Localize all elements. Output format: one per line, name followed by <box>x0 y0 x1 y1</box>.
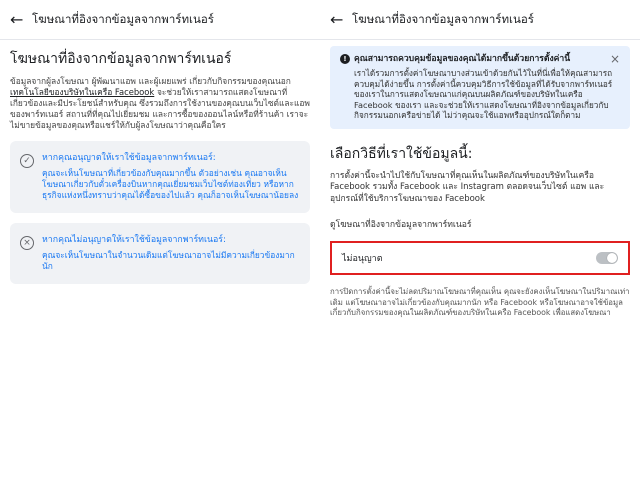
partner-data-toggle[interactable] <box>596 252 618 264</box>
allow-card-text: คุณจะเห็นโฆษณาที่เกี่ยวข้องกับคุณมากขึ้น ตัวอย่างเช่น คุณอาจเห็นโฆษณาเกี่ยวกับตั๋วเครื่องบินหากคุณเยี่ยมชมเว็บไซต์ท่องเที่ยว หรือหากธุรกิจแห่งหนึ่งทราบว่าคุณได้ซื้อของไปแล้ว คุณก็อาจเห็นโฆษณาน้อยลง <box>42 168 299 200</box>
toggle-knob <box>607 253 617 263</box>
partner-data-toggle-row[interactable] <box>330 241 630 275</box>
info-icon: ! <box>340 54 350 64</box>
back-arrow-icon[interactable]: ← <box>330 10 344 29</box>
x-circle-icon: × <box>20 236 34 250</box>
info-notice <box>330 46 630 129</box>
choice-heading: เลือกวิธีที่เราใช้ข้อมูลนี้: <box>330 145 473 162</box>
choice-section <box>320 129 640 232</box>
left-content <box>0 40 320 302</box>
notice-text: เราได้รวมการตั้งค่าโฆษณาบางส่วนเข้าด้วยกันไว้ในที่นี่เพื่อให้คุณสามารถควบคุมได้ง่ายขึ้น การตั้งค่านี้ควบคุมวิธีการใช้ข้อมูลที่ได้รับจากพาร์ทเนอร์ของเราในการแสดงโฆษณาแก่คุณบนผลิตภัณฑ์ของบริษัทในเครือ Facebook ของเรา และจะช่วยให้เราแสดงโฆษณาที่อิงจากข้อมูลเกี่ยวกับกิจกรรมนอกเครือข่ายได้ ไม่ว่าคุณจะใช้แอพหรืออุปกรณ์ใดก็ตาม <box>354 68 613 120</box>
choice-description: การตั้งค่านี้จะนำไปใช้กับโฆษณาที่คุณเห็นในผลิตภัณฑ์ของบริษัทในเครือ Facebook รวมทั้ง Facebook และ Instagram ตลอดจนเว็บไซต์ แอพ และอุปกรณ์ที่ใช้บริการโฆษณาของ Facebook <box>330 170 605 204</box>
back-arrow-icon[interactable]: ← <box>10 10 24 29</box>
intro-text-1: ข้อมูลจากผู้ลงโฆษณา ผู้พัฒนาแอพ และผู้เผยแพร่ เกี่ยวกับกิจกรรมของคุณนอก <box>10 76 291 86</box>
left-header-title: โฆษณาที่อิงจากข้อมูลจากพาร์ทเนอร์ <box>32 11 214 26</box>
left-header <box>0 0 320 40</box>
allow-info-card <box>10 141 310 213</box>
right-header-title: โฆษณาที่อิงจากข้อมูลจากพาร์ทเนอร์ <box>352 11 534 26</box>
right-panel <box>320 0 640 492</box>
page-title: โฆษณาที่อิงจากข้อมูลจากพาร์ทเนอร์ <box>10 51 232 67</box>
right-header <box>320 0 640 40</box>
intro-paragraph <box>10 76 310 131</box>
toggle-label: ไม่อนุญาต <box>342 254 383 264</box>
deny-card-heading: หากคุณไม่อนุญาตให้เราใช้ข้อมูลจากพาร์ทเนอร์: <box>42 235 226 245</box>
setting-subheading: ดูโฆษณาที่อิงจากข้อมูลจากพาร์ทเนอร์ <box>330 220 472 230</box>
footnote-text: การปิดการตั้งค่านี้จะไม่ลดปริมาณโฆษณาที่คุณเห็น คุณจะยังคงเห็นโฆษณาในปริมาณเท่าเดิม แต่โฆษณาอาจไม่เกี่ยวข้องกับคุณมากนัก หรือ Facebook หรือโฆษณาอาจใช้ข้อมูลเกี่ยวกับกิจกรรมของคุณในผลิตภัณฑ์ของบริษัทในเครือ Facebook เพื่อแสดงโฆษณา <box>330 287 630 317</box>
close-icon[interactable]: × <box>609 52 620 66</box>
allow-card-heading: หากคุณอนุญาตให้เราใช้ข้อมูลจากพาร์ทเนอร์: <box>42 153 216 163</box>
deny-info-card <box>10 223 310 284</box>
notice-title: คุณสามารถควบคุมข้อมูลของคุณได้มากขึ้นด้วยการตั้งค่านี้ <box>354 54 571 64</box>
check-icon: ✓ <box>20 154 34 168</box>
deny-card-text: คุณจะเห็นโฆษณาในจำนวนเดิมแต่โฆษณาอาจไม่มีความเกี่ยวข้องมากนัก <box>42 250 295 271</box>
intro-text-2: จะช่วยให้เราสามารถแสดงโฆษณาที่เกี่ยวข้องและมีประโยชน์สำหรับคุณ ซึ่งรวมถึงการใช้งานของคุณบนเว็บไซต์และแอพของพาร์ทเนอร์ สถานที่ที่คุณไปเยี่ยมชม และการซื้อของออนไลน์หรือที่ร้านค้า เราจะไม่ขายข้อมูลของคุณหรือแชร์ให้กับผู้ลงโฆษณาว่าคุณคือใคร <box>10 87 310 130</box>
facebook-companies-link[interactable]: เทคโนโลยีของบริษัทในเครือ Facebook <box>10 87 155 97</box>
